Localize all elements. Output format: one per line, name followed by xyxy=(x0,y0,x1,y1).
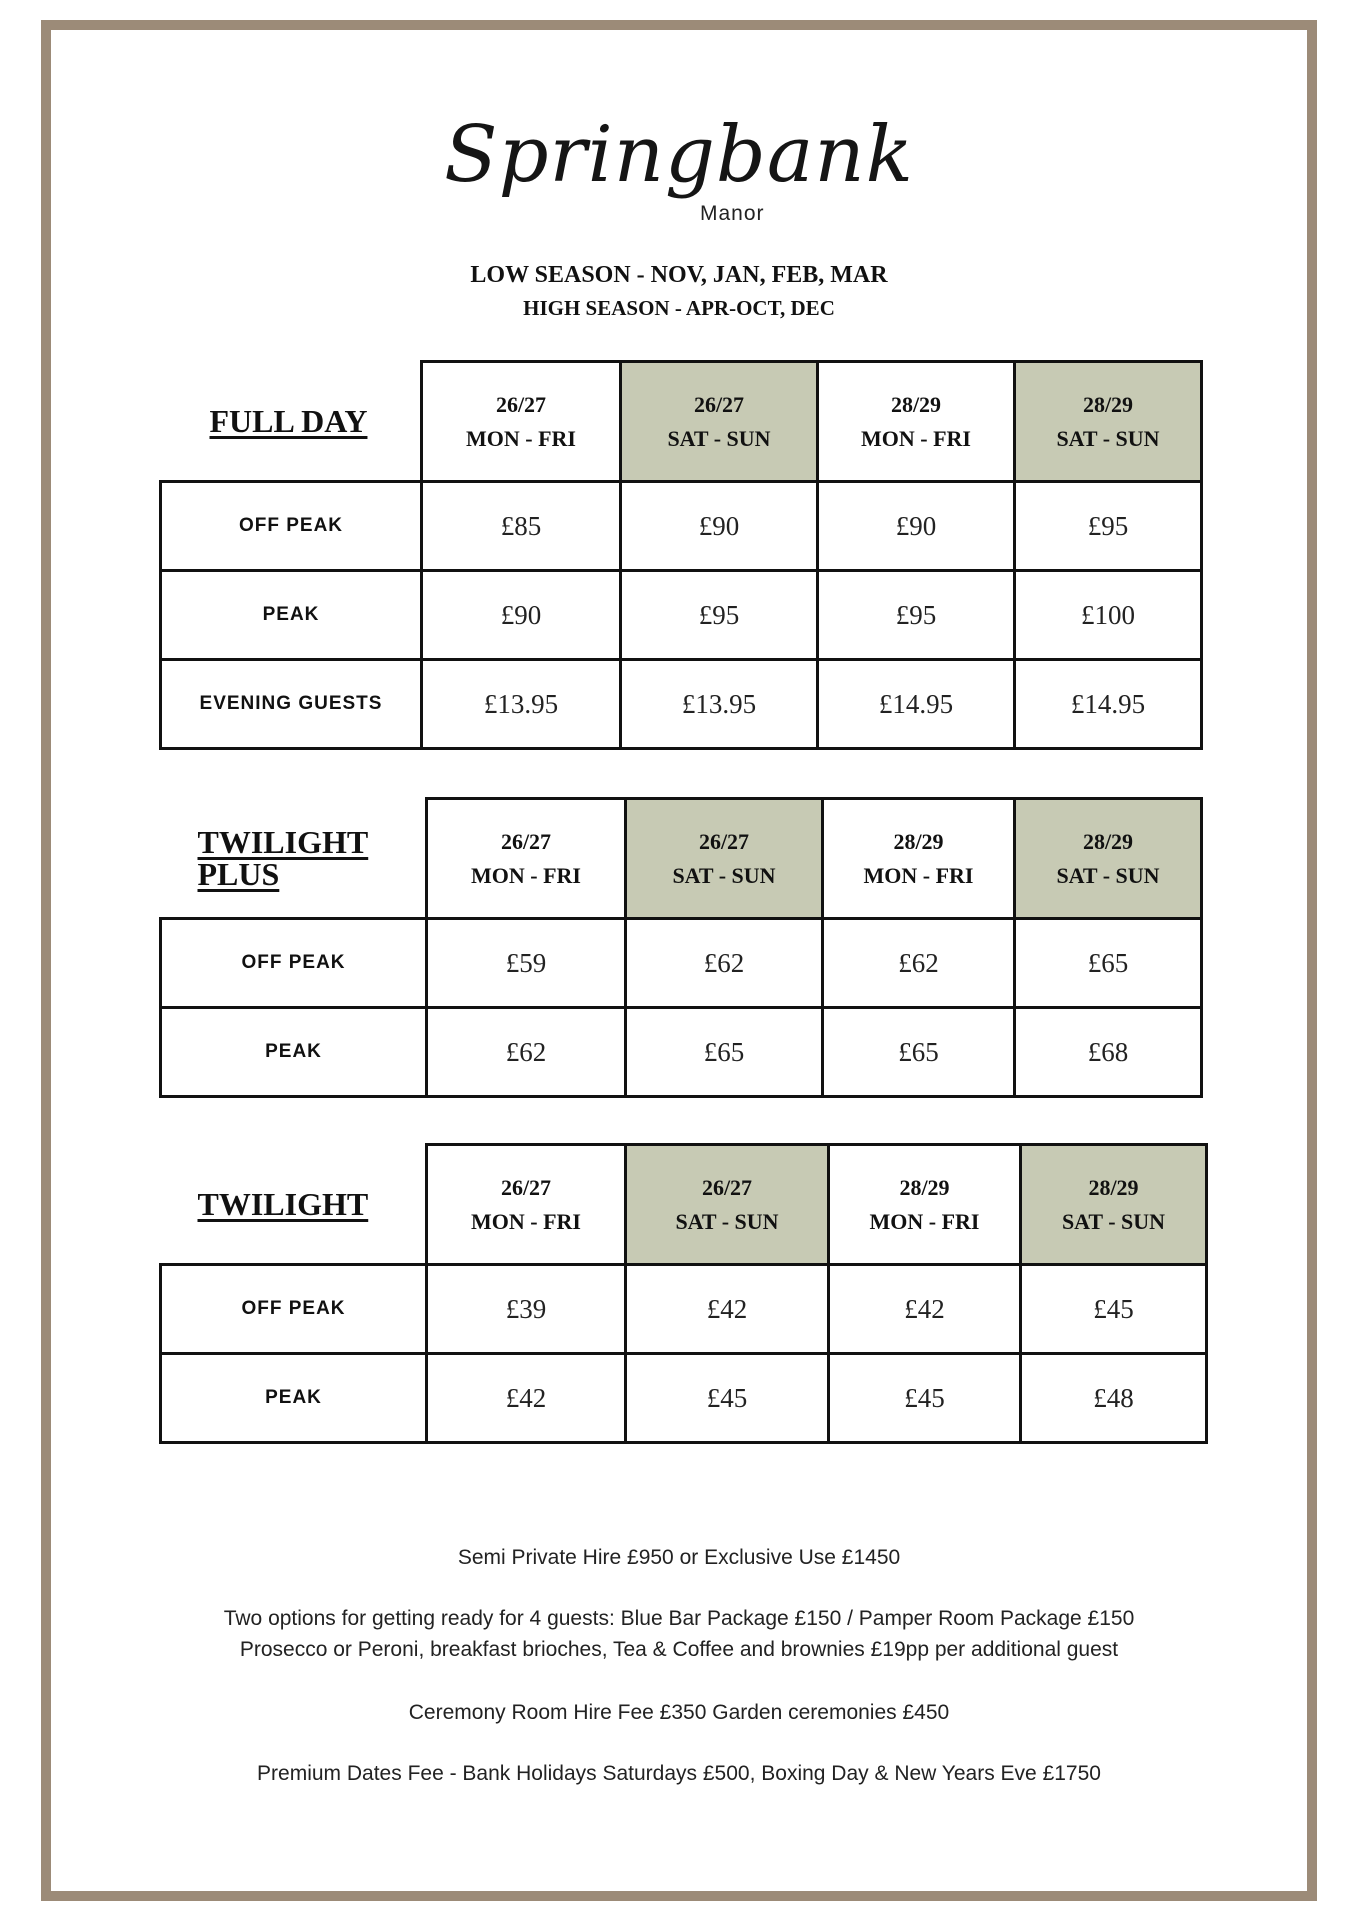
row-label: OFF PEAK xyxy=(161,919,427,1008)
column-header: 26/27 MON - FRI xyxy=(427,799,626,919)
note-ceremony: Ceremony Room Hire Fee £350 Garden ceremonies £450 xyxy=(408,1701,950,1724)
price-cell: £90 xyxy=(422,571,621,660)
table-row xyxy=(161,660,1202,749)
brand-sub: Manor xyxy=(700,202,765,225)
column-header: 26/27 SAT - SUN xyxy=(621,362,818,482)
price-cell: £62 xyxy=(626,919,823,1008)
price-cell: £62 xyxy=(823,919,1015,1008)
low-season-text: LOW SEASON - NOV, JAN, FEB, MAR xyxy=(470,262,888,288)
table-title-cell xyxy=(161,1145,427,1265)
price-cell: £48 xyxy=(1021,1354,1207,1443)
table-title-cell xyxy=(161,362,422,482)
table-title-line-2: PLUS xyxy=(197,855,280,892)
note-premium-dates: Premium Dates Fee - Bank Holidays Saturdays £500, Boxing Day & New Years Eve £1750 xyxy=(257,1762,1101,1785)
brand-logo xyxy=(0,110,1358,225)
price-cell: £42 xyxy=(626,1265,829,1354)
price-cell: £13.95 xyxy=(422,660,621,749)
price-cell: £42 xyxy=(427,1354,626,1443)
price-cell: £100 xyxy=(1015,571,1202,660)
price-cell: £39 xyxy=(427,1265,626,1354)
column-header: 26/27 SAT - SUN xyxy=(626,799,823,919)
price-cell: £90 xyxy=(818,482,1015,571)
column-header: 26/27 MON - FRI xyxy=(422,362,621,482)
table-row xyxy=(161,1008,1202,1097)
price-cell: £65 xyxy=(1015,919,1202,1008)
table-row xyxy=(161,571,1202,660)
column-header: 28/29 MON - FRI xyxy=(829,1145,1021,1265)
table-row xyxy=(161,482,1202,571)
notes-section xyxy=(0,1542,1358,1789)
column-header: 28/29 SAT - SUN xyxy=(1015,362,1202,482)
full-day-table xyxy=(159,360,1203,750)
brand-name: Springbank xyxy=(444,110,914,200)
table-title: TWILIGHT xyxy=(197,1185,369,1222)
price-cell: £68 xyxy=(1015,1008,1202,1097)
price-cell: £45 xyxy=(626,1354,829,1443)
row-label: OFF PEAK xyxy=(161,1265,427,1354)
column-header: 28/29 MON - FRI xyxy=(823,799,1015,919)
price-cell: £95 xyxy=(621,571,818,660)
column-header: 26/27 MON - FRI xyxy=(427,1145,626,1265)
price-cell: £45 xyxy=(829,1354,1021,1443)
table-row xyxy=(161,1354,1207,1443)
price-cell: £90 xyxy=(621,482,818,571)
note-getting-ready-extras: Prosecco or Peroni, breakfast brioches, Tea & Coffee and brownies £19pp per additional guest xyxy=(239,1638,1119,1661)
column-header: 28/29 SAT - SUN xyxy=(1021,1145,1207,1265)
table-row xyxy=(161,919,1202,1008)
price-cell: £14.95 xyxy=(1015,660,1202,749)
twilight-plus-table xyxy=(159,797,1203,1098)
price-cell: £65 xyxy=(823,1008,1015,1097)
price-cell: £95 xyxy=(1015,482,1202,571)
row-label: EVENING GUESTS xyxy=(161,660,422,749)
table-title-cell xyxy=(161,799,427,919)
row-label: OFF PEAK xyxy=(161,482,422,571)
price-cell: £14.95 xyxy=(818,660,1015,749)
row-label: PEAK xyxy=(161,1354,427,1443)
row-label: PEAK xyxy=(161,571,422,660)
price-cell: £65 xyxy=(626,1008,823,1097)
price-cell: £45 xyxy=(1021,1265,1207,1354)
note-getting-ready: Two options for getting ready for 4 guests: Blue Bar Package £150 / Pamper Room Package £150 xyxy=(223,1607,1135,1630)
column-header: 28/29 MON - FRI xyxy=(818,362,1015,482)
price-cell: £13.95 xyxy=(621,660,818,749)
table-title-line-1: TWILIGHT xyxy=(197,823,369,860)
table-title: FULL DAY xyxy=(209,402,368,439)
price-cell: £62 xyxy=(427,1008,626,1097)
note-hire: Semi Private Hire £950 or Exclusive Use £1450 xyxy=(457,1546,901,1569)
price-cell: £85 xyxy=(422,482,621,571)
table-row xyxy=(161,1265,1207,1354)
price-cell: £42 xyxy=(829,1265,1021,1354)
twilight-table xyxy=(159,1143,1208,1444)
price-cell: £59 xyxy=(427,919,626,1008)
column-header: 26/27 SAT - SUN xyxy=(626,1145,829,1265)
price-cell: £95 xyxy=(818,571,1015,660)
high-season-text: HIGH SEASON - APR-OCT, DEC xyxy=(523,296,835,320)
row-label: PEAK xyxy=(161,1008,427,1097)
column-header: 28/29 SAT - SUN xyxy=(1015,799,1202,919)
